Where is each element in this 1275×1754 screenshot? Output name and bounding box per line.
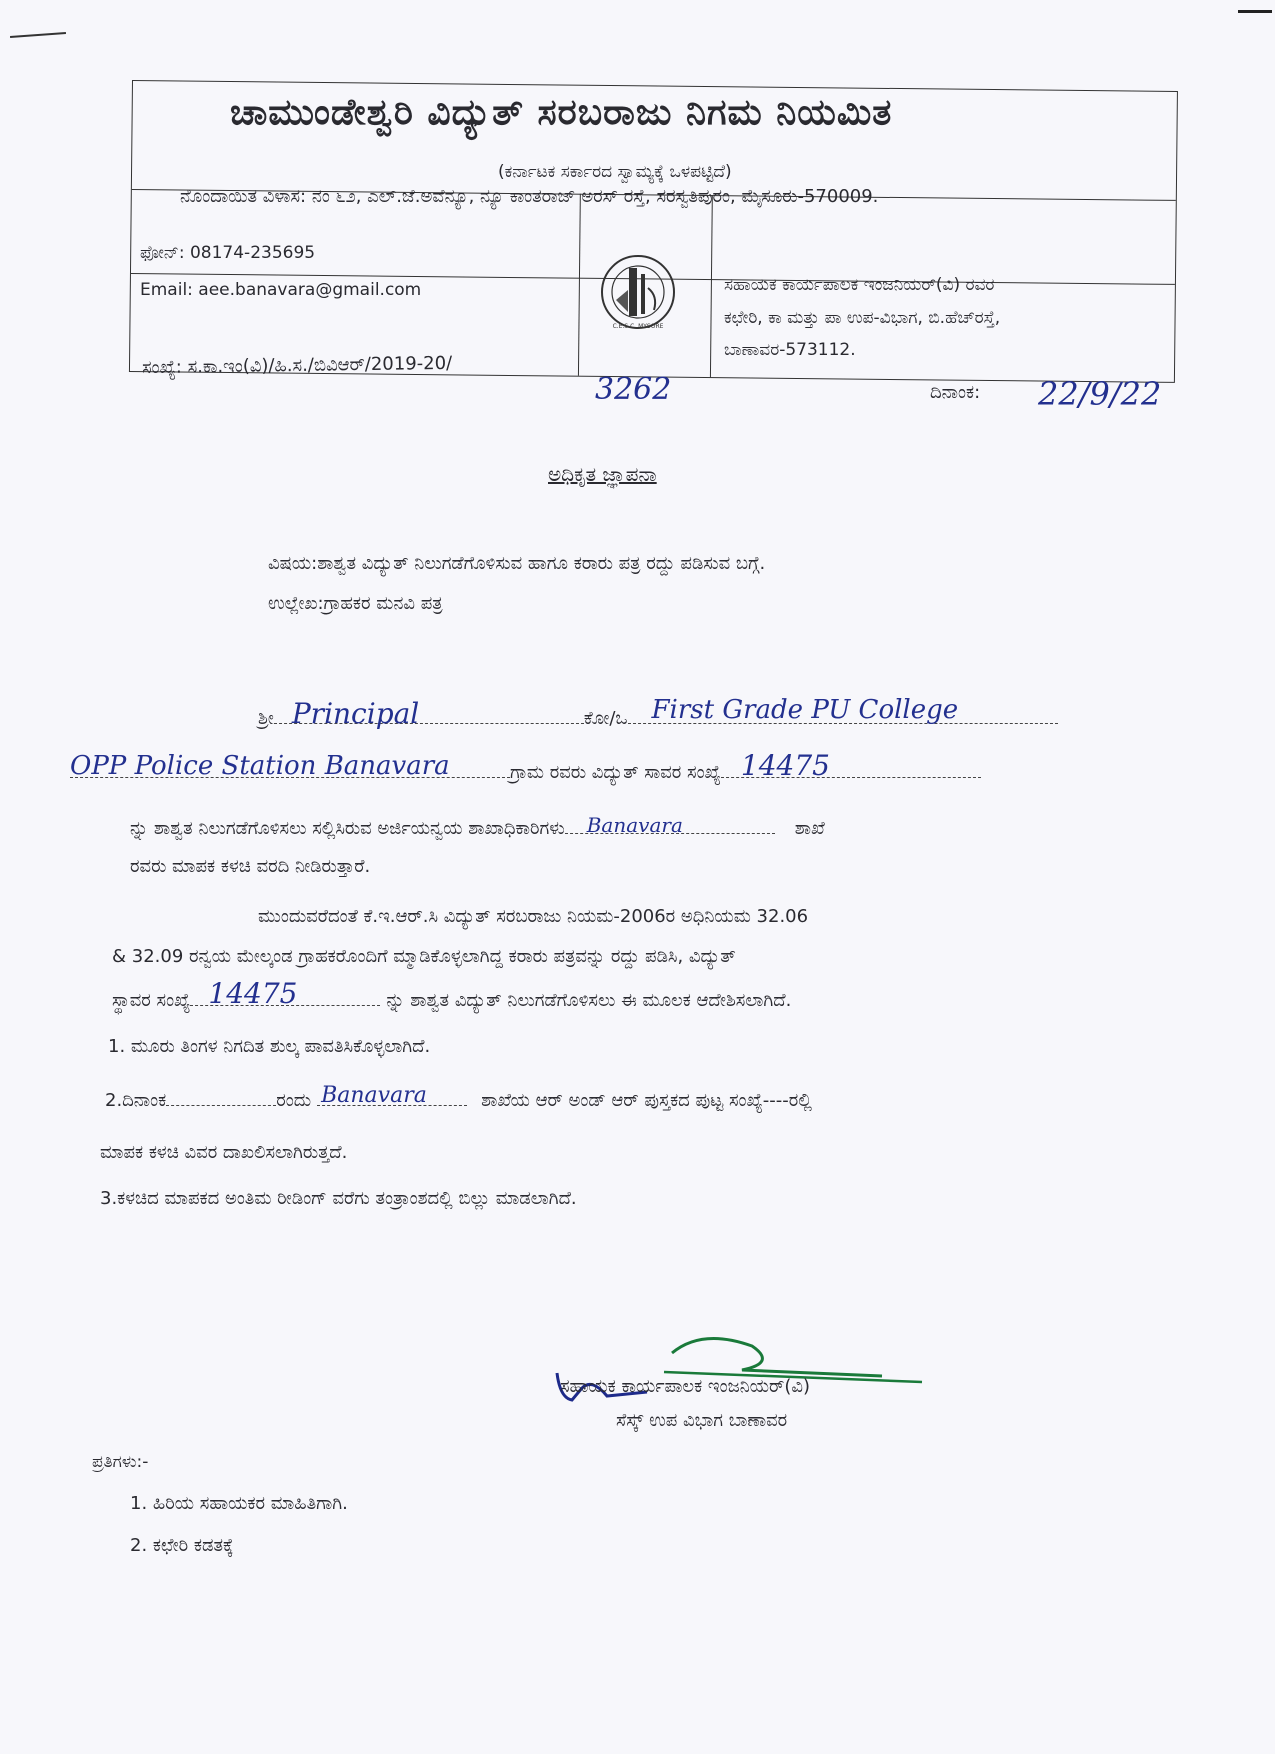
item2-mid: ರಂದು (276, 1090, 312, 1111)
edge-mark (1238, 10, 1272, 13)
signatory-office: ಸೆಸ್ಕ್ ಉಪ ವಿಭಾಗ ಬಾಣಾವರ (616, 1410, 788, 1431)
corner-mark (10, 32, 66, 38)
village-field (70, 751, 510, 781)
installation-field (721, 749, 981, 782)
village-value: OPP Police Station Banavara (70, 751, 450, 781)
body-line-3 (130, 813, 825, 839)
para2-line-3 (112, 977, 792, 1011)
logo-caption: C.E.S.C. MYSORE (612, 323, 664, 330)
letterhead-divider (710, 195, 713, 377)
email-address: Email: aee.banavara@gmail.com (140, 280, 422, 300)
item2-date-field (166, 1105, 276, 1106)
para2-line3-end: ನ್ನು ಶಾಶ್ವತ ವಿದ್ಯುತ್ ನಿಲುಗಡೆಗೊಳಿಸಲು ಈ ಮೂಲಕ ಆದೇಶಿಸಲಾಗಿದೆ. (386, 990, 792, 1011)
signatory-designation: ಸಹಾಯಕ ಕಾರ್ಯಪಾಲಕ ಇಂಜನಿಯರ್(ವಿ) (560, 1376, 810, 1397)
co-value: First Grade PU College (651, 695, 959, 725)
item-1: 1. ಮೂರು ತಿಂಗಳ ನಿಗದಿತ ಶುಲ್ಕ ಪಾವತಿಸಿಕೊಳ್ಳಲಾಗಿದೆ. (108, 1036, 431, 1057)
body-line-4: ರವರು ಮಾಪಕ ಕಳಚಿ ವರದಿ ನೀಡಿರುತ್ತಾರೆ. (130, 856, 371, 877)
copy-item-2: 2. ಕಛೇರಿ ಕಡತಕ್ಕೆ (130, 1535, 234, 1556)
date-label: ದಿನಾಂಕ: (930, 382, 981, 403)
branch-field (565, 813, 775, 837)
organization-name: ಚಾಮುಂಡೇಶ್ವರಿ ವಿದ್ಯುತ್ ಸರಬರಾಜು ನಿಗಮ ನಿಯಮಿತ (230, 92, 893, 133)
item2-start: 2.ದಿನಾಂಕ (105, 1090, 167, 1111)
signature-mark (552, 1328, 932, 1422)
item2-end: ಶಾಖೆಯ ಆರ್ ಅಂಡ್ ಆರ್ ಪುಸ್ತಕದ ಪುಟ್ಟ ಸಂಖ್ಯೆ----ರಲ್ಲಿ (481, 1090, 812, 1111)
date-value: 22/9/22 (1038, 375, 1162, 413)
copy-item-1: 1. ಹಿರಿಯ ಸಹಾಯಕರ ಮಾಹಿತಿಗಾಗಿ. (130, 1493, 348, 1514)
item-2-line-2: ಮಾಪಕ ಕಳಚಿ ವಿವರ ದಾಖಲಿಸಲಾಗಿರುತ್ತದೆ. (100, 1142, 348, 1163)
para2-line-2: & 32.09 ರನ್ವಯ ಮೇಲ್ಕಂಡ ಗ್ರಾಹಕರೊಂದಿಗೆ ಮ್ಮಾಡಿಕೊಳ್ಳಲಾಗಿದ್ದ ಕರಾರು ಪತ್ರವನ್ನು ರದ್ದು ಪಡಿಸಿ, ವಿದ್ಯುತ್ (112, 946, 736, 967)
cesc-logo (598, 252, 678, 332)
installation-number: 14475 (740, 749, 830, 782)
phone-number: ಫೋನ್: 08174-235695 (140, 243, 316, 263)
co-field (628, 695, 1058, 725)
item2-branch-field (317, 1083, 467, 1108)
item-3: 3.ಕಳಚಿದ ಮಾಪಕದ ಅಂತಿಮ ರೀಡಿಂಗ್ ವರೆಗು ತಂತ್ರಾಂಶದಲ್ಲಿ ಬಿಲ್ಲು ಮಾಡಲಾಗಿದೆ. (100, 1188, 577, 1209)
body-line-2 (70, 749, 981, 783)
consignee-name: Principal (291, 697, 420, 730)
registered-address: ನೊಂದಾಯಿತ ವಿಳಾಸ: ನಂ ೬೨, ಎಲ್.ಜೆ.ಅವೆನ್ಯೂ, ನ್ಯೂ ಕಾಂತರಾಜ್ ಅರಸ್ ರಸ್ತೆ, ಸರಸ್ವತಿಪುರಂ, ಮೈಸೂರು-570009. (180, 186, 879, 207)
office-line-1: ಸಹಾಯಕ ಕಾರ್ಯಪಾಲಕ ಇಂಜನಿಯರ್(ವಿ) ರವರ (724, 275, 995, 295)
line3-start: ನ್ನು ಶಾಶ್ವತ ನಿಲುಗಡೆಗೊಳಿಸಲು ಸಲ್ಲಿಸಿರುವ ಅರ್ಜಿಯನ್ವಯ ಶಾಖಾಧಿಕಾರಿಗಳು (130, 818, 565, 839)
item-2 (105, 1083, 812, 1111)
office-line-3: ಬಾಣಾವರ-573112. (724, 340, 856, 360)
office-line-2: ಕಛೇರಿ, ಕಾ ಮತ್ತು ಪಾ ಉಪ-ವಿಭಾಗ, ಬಿ.ಹೆಚ್‌ರಸ್ತೆ, (724, 308, 1001, 328)
name-field (274, 697, 584, 730)
co-label: ಕೋ/ಒ (583, 708, 628, 729)
installation-number-2: 14475 (208, 977, 298, 1010)
reference-label: ಸಂಖ್ಯೆ: ಸ.ಕಾ.ಇಂ(ವಿ)/ಹಿ.ಸ./ಬಿವಿಆರ್/2019-20/ (141, 352, 453, 379)
branch-value: Banavara (586, 813, 683, 837)
para2-line-1: ಮುಂದುವರೆದಂತೆ ಕೆ.ಇ.ಆರ್.ಸಿ ವಿದ್ಯುತ್ ಸರಬರಾಜು ನಿಯಮ-2006ರ ಅಧಿನಿಯಮ 32.06 (258, 906, 809, 927)
installation-field-2 (190, 977, 380, 1010)
copies-label: ಪ್ರತಿಗಳು:- (92, 1452, 149, 1472)
line3-end: ಶಾಖೆ (794, 818, 825, 839)
letterhead-divider (578, 194, 581, 376)
reference-number: 3262 (595, 372, 672, 407)
organization-subtitle: (ಕರ್ನಾಟಕ ಸರ್ಕಾರದ ಸ್ವಾಮ್ಯಕ್ಕೆ ಒಳಪಟ್ಟಿದೆ) (498, 162, 732, 182)
shri-label: ಶ್ರೀ (258, 708, 274, 729)
reference-line: ಉಲ್ಲೇಖ:ಗ್ರಾಹಕರ ಮನವಿ ಪತ್ರ (268, 593, 443, 614)
item2-branch-value: Banavara (321, 1083, 427, 1108)
body-line-1 (258, 695, 1058, 730)
subject-line: ವಿಷಯ:ಶಾಶ್ವತ ವಿದ್ಯುತ್ ನಿಲುಗಡೆಗೊಳಿಸುವ ಹಾಗೂ ಕರಾರು ಪತ್ರ ರದ್ದು ಪಡಿಸುವ ಬಗ್ಗೆ. (268, 553, 766, 574)
para2-line3-start: ಸ್ಥಾವರ ಸಂಖ್ಯೆ (112, 990, 191, 1011)
memo-title: ಅಧಿಕೃತ ಜ್ಞಾಪನಾ (548, 462, 657, 486)
village-suffix: ಗ್ರಾಮ ರವರು ವಿದ್ಯುತ್ ಸಾವರ ಸಂಖ್ಯೆ (510, 762, 721, 783)
